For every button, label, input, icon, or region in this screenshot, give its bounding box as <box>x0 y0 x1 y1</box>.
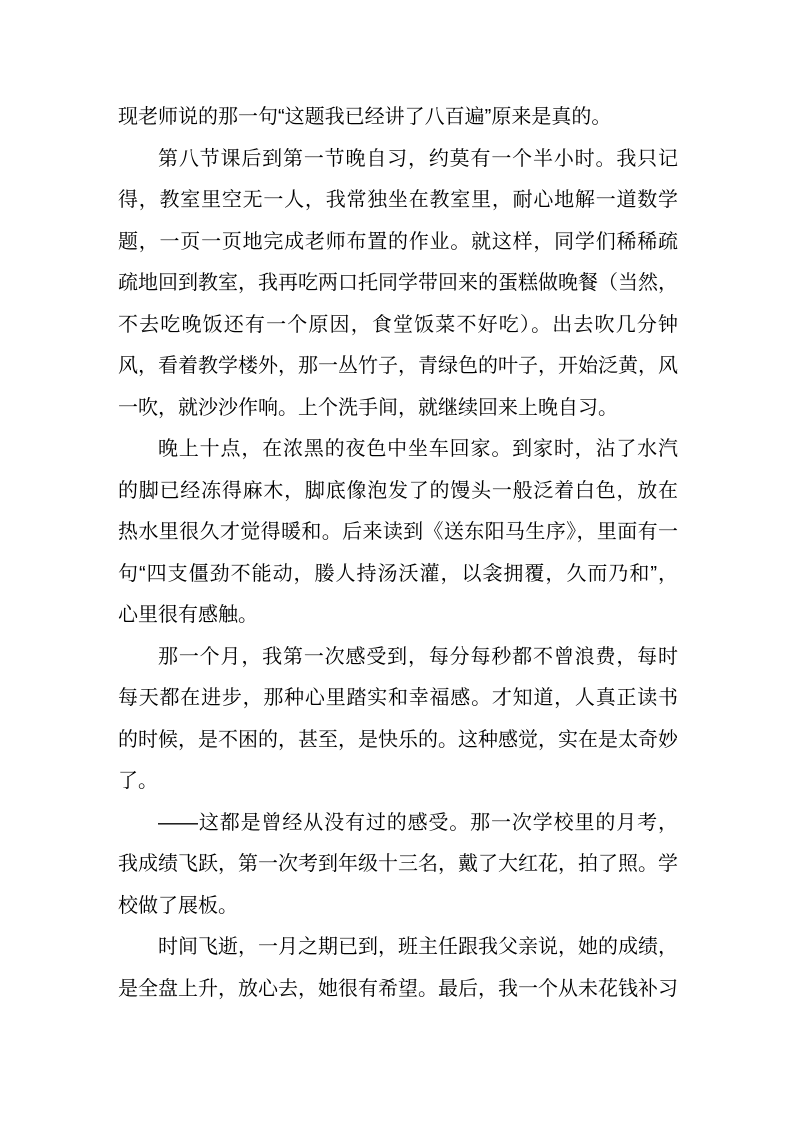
text-line: 得，教室里空无一人，我常独坐在教室里，耐心地解一道数学 <box>118 189 678 211</box>
text-line: 每天都在进步，那种心里踏实和幸福感。才知道，人真正读书 <box>118 687 678 709</box>
text-line: 那一个月，我第一次感受到，每分每秒都不曾浪费，每时 <box>158 645 678 668</box>
text-line: 风，看着教学楼外，那一丛竹子，青绿色的叶子，开始泛黄，风 <box>118 355 678 377</box>
document-body-text <box>118 97 678 1010</box>
text-line: 时间飞逝，一月之期已到，班主任跟我父亲说，她的成绩， <box>158 936 678 958</box>
text-line: 不去吃晚饭还有一个原因，食堂饭菜不好吃）。出去吹几分钟 <box>118 313 678 336</box>
text-line: ——这都是曾经从没有过的感受。那一次学校里的月考， <box>158 811 678 834</box>
text-line: 一吹，就沙沙作响。上个洗手间，就继续回来上晚自习。 <box>118 396 618 419</box>
text-line: 了。 <box>118 770 158 792</box>
text-line: 心里很有感触。 <box>118 604 258 626</box>
text-line: 的脚已经冻得麻木，脚底像泡发了的馒头一般泛着白色，放在 <box>118 479 678 502</box>
text-line: 我成绩飞跃，第一次考到年级十三名，戴了大红花，拍了照。学 <box>118 853 678 875</box>
text-line: 晚上十点，在浓黑的夜色中坐车回家。到家时，沾了水汽 <box>158 438 678 460</box>
text-line: 句“四支僵劲不能动，媵人持汤沃灌，以衾拥覆，久而乃和”， <box>118 562 678 585</box>
text-line: 热水里很久才觉得暖和。后来读到《送东阳马生序》，里面有一 <box>118 521 678 543</box>
text-line: 现老师说的那一句“这题我已经讲了八百遍”原来是真的。 <box>118 106 612 128</box>
text-line: 校做了展板。 <box>118 894 238 917</box>
text-line: 题，一页一页地完成老师布置的作业。就这样，同学们稀稀疏 <box>118 230 678 253</box>
text-line: 第八节课后到第一节晚自习，约莫有一个半小时。我只记 <box>158 147 678 170</box>
text-line: 是全盘上升，放心去，她很有希望。最后，我一个从未花钱补习 <box>118 977 678 1000</box>
text-line: 疏地回到教室，我再吃两口托同学带回来的蛋糕做晚餐（当然， <box>118 272 678 294</box>
text-line: 的时候，是不困的，甚至，是快乐的。这种感觉，实在是太奇妙 <box>118 728 678 751</box>
